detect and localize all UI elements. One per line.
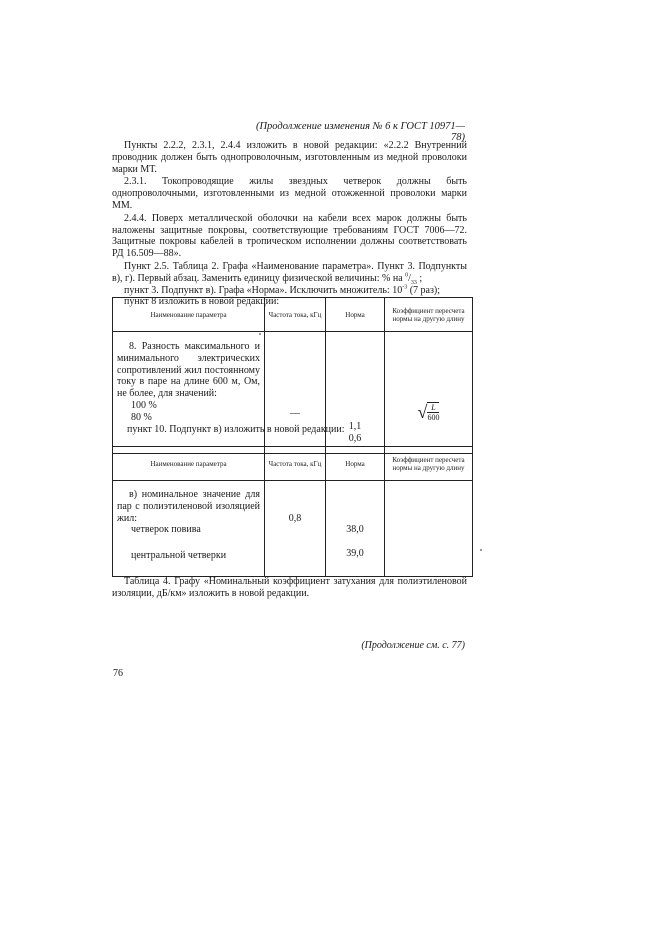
- frequency-cell: [265, 481, 326, 577]
- coefficient-cell: [385, 481, 473, 577]
- parameter-text: 8. Разность максимального и минимального электрических сопротивлений жил постоянному току в паре на длине 600 м, Ом, не более, для значений:: [117, 341, 260, 400]
- scan-speck: [480, 549, 482, 551]
- header-frequency: Частота тока, кГц: [265, 447, 326, 481]
- paragraph-multiplier-text: пункт 3. Подпункт в). Графа «Норма». Исключить множитель: 10: [124, 284, 403, 296]
- unit-fraction-den: 33: [410, 279, 417, 286]
- running-header: (Продолжение изменения № 6 к ГОСТ 10971—78): [255, 121, 465, 143]
- paragraph-2-4-4: 2.4.4. Поверх металлической оболочки на кабели всех марок должны быть наложены защитные покровы, соответствующие требованиям ГОСТ 7006—72. Защитные покровы кабелей в тропическом исполнении должны соответствовать РД 16.509—88».: [112, 212, 467, 260]
- continuation-footer: (Продолжение см. с. 77): [361, 640, 465, 651]
- body-text: [112, 140, 467, 308]
- paragraph-2-5: Пункт 2.5. Таблица 2. Графа «Наименование параметра». Пункт 3. Подпункты в), г). Первый абзац. Заменить единицу физической величины: % на $^0/_{33}$ ;: [112, 260, 467, 286]
- parameter-cell: [113, 332, 265, 454]
- header-parameter-name: Наименование параметра: [113, 298, 265, 332]
- table-4-paragraph: Таблица 4. Графу «Номинальный коэффициент затухания для полиэтиленовой изоляции, дБ/км» изложить в новой редакции.: [112, 576, 467, 599]
- radical-sign: √: [417, 402, 428, 422]
- paragraph-multiplier: [112, 285, 467, 297]
- frequency-value: 0,8: [288, 513, 302, 524]
- header-norm: Норма: [326, 298, 385, 332]
- table-row: [113, 481, 473, 577]
- parameter-text: в) номинальное значение для пар с полиэтиленовой изоляцией жил:: [117, 489, 260, 524]
- header-parameter-name: Наименование параметра: [113, 447, 265, 481]
- sqrt-formula: [418, 402, 440, 422]
- header-frequency: Частота тока, кГц: [265, 298, 326, 332]
- parameter-sub-80: 80 %: [131, 411, 152, 423]
- frequency-value: —: [290, 408, 300, 419]
- norm-value-100: 1,1: [348, 421, 362, 432]
- header-coefficient: Коэффициент пересчета нормы на другую длину: [385, 298, 473, 332]
- scan-speck: [259, 333, 261, 335]
- item-10-intro: пункт 10. Подпункт в) изложить в новой редакции:: [127, 424, 345, 435]
- paragraph-2-2-2: Пункты 2.2.2, 2.3.1, 2.4.4 изложить в новой редакции: «2.2.2 Внутренний проводник должен быть однопроволочным, изготовленным из медной проволоки марки МТ.: [112, 140, 467, 175]
- page-number: 76: [113, 668, 123, 679]
- fraction-numerator: L: [431, 403, 436, 412]
- norm-value-central: 39,0: [346, 548, 364, 559]
- parameter-cell: [113, 481, 265, 577]
- norm-cell: [326, 332, 385, 454]
- unit-fraction-num: 0: [405, 272, 409, 279]
- paragraph-2-5-text: Пункт 2.5. Таблица 2. Графа «Наименование параметра». Пункт 3. Подпункты в), г). Первый абзац. Заменить единицу физической величины: % на: [112, 260, 467, 284]
- norm-value-80: 0,6: [348, 432, 362, 444]
- table-row: [113, 332, 473, 454]
- coefficient-formula: [385, 332, 472, 422]
- norm-cell: [326, 481, 385, 577]
- parameter-sub-central: центральной четверки: [131, 550, 227, 562]
- norm-value-layer: 38,0: [346, 524, 364, 535]
- paragraph-2-3-1: 2.3.1. Токопроводящие жилы звездных четверок должны быть однопроволочными, изготовленными из медной отожженной проволоки марки ММ.: [112, 176, 467, 211]
- multiplier-times: (7 раз);: [409, 284, 441, 296]
- parameter-sub-layer: четверок повива: [131, 524, 201, 536]
- frequency-cell: [265, 332, 326, 454]
- unit-suffix: ;: [419, 272, 423, 284]
- fraction-denominator: 600: [427, 413, 440, 422]
- paragraph-item-8-intro: пункт 8 изложить в новой редакции:: [124, 296, 280, 308]
- table-item-10: [112, 446, 473, 577]
- fraction: [427, 402, 439, 422]
- parameter-sub-100: 100 %: [131, 399, 157, 411]
- multiplier-exponent: -3: [402, 284, 408, 291]
- coefficient-cell: [385, 332, 473, 454]
- header-coefficient: Коэффициент пересчета нормы на другую длину: [385, 447, 473, 481]
- header-norm: Норма: [326, 447, 385, 481]
